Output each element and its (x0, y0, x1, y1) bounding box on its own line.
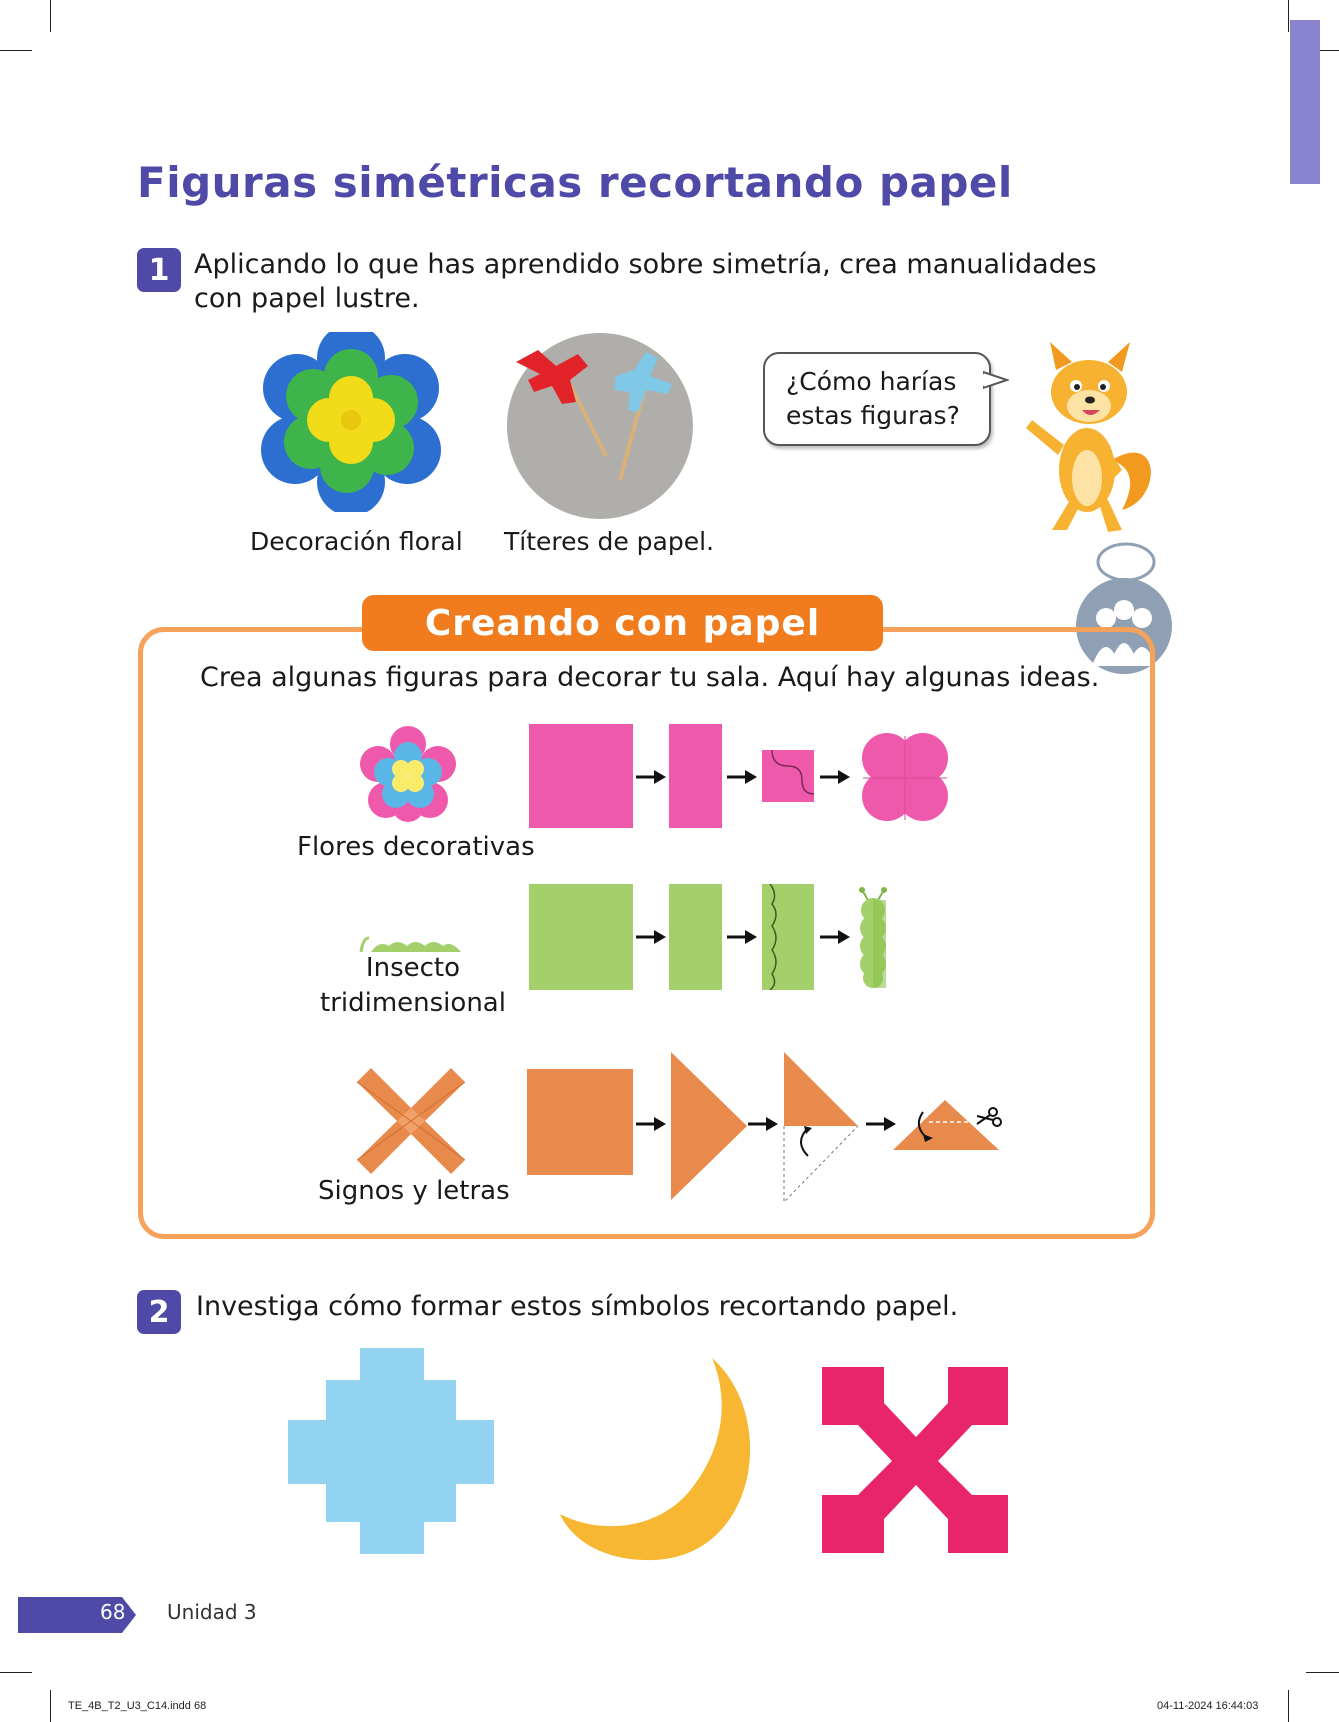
pink-rectangle-folded (669, 724, 722, 828)
activity-1-line-1: Aplicando lo que has aprendido sobre simetría, crea manualidades (194, 249, 1097, 280)
paper-puppets-image (506, 330, 696, 520)
crop-mark (1288, 0, 1289, 32)
orange-triangle-cut-step (893, 1092, 1003, 1154)
activity-2-text: Investiga cómo formar estos símbolos recortando papel. (196, 1291, 959, 1322)
arrow-right-icon (727, 930, 757, 944)
caption-paper-puppets: Títeres de papel. (504, 527, 715, 556)
green-caterpillar-result (856, 886, 890, 988)
side-tab (1290, 20, 1320, 184)
speech-bubble-text (786, 365, 960, 433)
green-rectangle-cut (762, 884, 816, 990)
activity-1-line-2: con papel lustre. (194, 283, 420, 314)
print-slug-filename: TE_4B_T2_U3_C14.indd 68 (68, 1700, 207, 1712)
crop-mark (0, 50, 32, 51)
green-square (529, 884, 633, 990)
floral-decoration-image (256, 332, 446, 512)
crop-mark (1288, 1690, 1289, 1722)
blue-cross-symbol (288, 1348, 496, 1556)
pink-square (529, 724, 633, 828)
row-label-insecto-line-1: Insecto (365, 953, 461, 983)
crop-mark (50, 1690, 51, 1722)
green-rectangle-folded (669, 884, 722, 990)
arrow-right-icon (820, 770, 850, 784)
paper-x-sign-image (357, 1068, 465, 1174)
row-label-insecto-line-2: tridimensional (320, 988, 506, 1018)
arrow-right-icon (636, 1117, 666, 1131)
activity-number-badge: 1 (137, 248, 181, 292)
decorative-flower-image (355, 726, 461, 826)
creando-con-papel-header: Creando con papel (362, 595, 883, 651)
row-label-flores: Flores decorativas (297, 832, 535, 862)
caption-floral-decoration: Decoración floral (250, 527, 463, 556)
arrow-right-icon (866, 1117, 896, 1131)
row-label-signos: Signos y letras (318, 1176, 510, 1206)
pink-x-symbol (822, 1367, 1010, 1555)
scissors-icon (977, 1108, 1001, 1126)
unit-label: Unidad 3 (167, 1600, 257, 1624)
crop-mark (0, 1672, 32, 1673)
arrow-right-icon (727, 770, 757, 784)
speech-bubble-tail (983, 370, 1009, 392)
page-title: Figuras simétricas recortando papel (137, 158, 1013, 207)
orange-square (527, 1069, 633, 1175)
arrow-right-icon (636, 930, 666, 944)
crop-mark (50, 0, 51, 32)
creando-intro-text: Crea algunas figuras para decorar tu sala. Aquí hay algunas ideas. (200, 662, 1100, 693)
arrow-right-icon (820, 930, 850, 944)
speech-bubble-line-1: ¿Cómo harías (786, 367, 957, 396)
fox-mascot-image (1012, 340, 1162, 540)
arrow-right-icon (748, 1117, 778, 1131)
orange-triangle-folded (671, 1052, 749, 1200)
arrow-right-icon (636, 770, 666, 784)
print-slug-timestamp: 04-11-2024 16:44:03 (1157, 1700, 1259, 1712)
activity-number-badge: 2 (137, 1290, 181, 1334)
activity-1-text (194, 248, 1097, 316)
speech-bubble-line-2: estas figuras? (786, 401, 960, 430)
pink-square-cut (762, 750, 816, 804)
orange-triangle-fold-step (782, 1052, 864, 1204)
crop-mark (1306, 1672, 1339, 1673)
pink-flower-result (855, 728, 955, 828)
yellow-moon-symbol (558, 1356, 766, 1562)
row-label-insecto (320, 951, 506, 1021)
page-number: 68 (100, 1600, 126, 1624)
